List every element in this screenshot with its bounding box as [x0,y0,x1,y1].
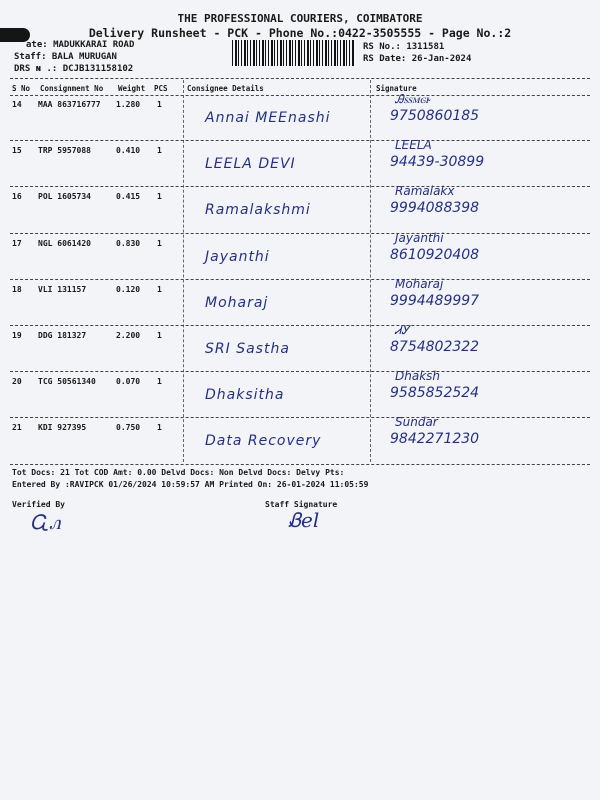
row-sno: 18 [12,284,22,294]
row-consignee-name: Dhaksitha [205,387,285,404]
col-pcs: PCS [154,84,168,93]
row-sno: 21 [12,423,22,433]
row-divider [10,186,590,187]
row-weight: 1.280 [116,100,141,109]
row-sno: 15 [12,146,22,156]
row-consignee-name: Jayanthi [205,248,270,265]
staff-field: Staff: BALA MURUGAN [14,52,117,62]
row-divider [10,464,590,465]
row-weight: 0.750 [116,423,141,433]
row-signature-phone: 9994088398 [390,200,480,217]
row-signature-name: Jayanthi [395,230,444,245]
col-sno: S No [12,84,31,93]
row-sno: 19 [12,331,22,340]
table-row [0,415,600,465]
header-divider-top [10,78,590,79]
row-divider [10,140,590,141]
row-signature-name: LEELA [395,138,432,153]
table-row [0,92,600,142]
row-weight: 2.200 [116,331,141,340]
row-weight: 0.415 [116,192,141,202]
row-sno: 17 [12,238,22,248]
row-signature-name: Ꭿꮪꮪꮇꮆꭸ [395,92,431,106]
row-pcs: 1 [157,377,162,387]
row-weight: 0.120 [116,284,141,294]
row-signature-name: ᏗᎩ [395,323,410,337]
barcode [232,40,354,66]
col-weight: Weight [118,84,146,93]
row-divider [10,371,590,372]
table-row [0,369,600,419]
row-signature-phone: 9842271230 [390,431,480,448]
row-divider [10,233,590,234]
row-consignee-name: LEELA DEVI [205,156,296,173]
row-signature-name: Ramalakx [395,184,455,199]
row-consignee-name: Annai MEEnashi [205,110,331,126]
row-weight: 0.830 [116,238,141,248]
row-pcs: 1 [157,238,162,248]
row-consignment-no: TRP 5957088 [38,146,91,156]
row-signature-name: Dhaksh [395,369,441,384]
row-signature-phone: 9750860185 [390,108,480,124]
row-consignment-no: NGL 6061420 [38,238,91,248]
row-pcs: 1 [157,100,162,109]
row-pcs: 1 [157,284,162,294]
row-divider [10,417,590,418]
row-pcs: 1 [157,192,162,202]
table-row [0,184,600,234]
row-signature-phone: 8610920408 [390,246,480,263]
row-divider [10,279,590,280]
drs-field: DRS ɴ .: DCJB131158102 [14,64,134,74]
row-sno: 16 [12,192,22,202]
row-consignee-name: Data Recovery [205,433,322,450]
row-signature-name: Sundar [395,415,438,430]
row-consignee-name: Ramalakshmi [205,202,311,219]
row-pcs: 1 [157,423,162,433]
table-row [0,276,600,327]
row-sno: 14 [12,100,22,109]
row-divider [10,325,590,326]
row-signature-phone: 8754802322 [390,339,480,355]
table-row [0,323,600,373]
row-consignment-no: POL 1605734 [38,192,91,202]
rs-number: RS No.: 1311581 [363,42,445,52]
row-signature-phone: 94439-30899 [390,154,485,171]
row-consignment-no: TCG 50561340 [38,377,96,387]
col-consignee: Consignee Details [187,84,264,93]
entered-line: Entered By :RAVIPCK 01/26/2024 10:59:57 AM Printed On: 26-01-2024 11:05:59 [12,480,369,489]
row-weight: 0.070 [116,377,141,387]
row-consignment-no: KDI 927395 [38,423,87,433]
row-sno: 20 [12,377,22,387]
row-consignment-no: VLI 131157 [38,284,87,294]
row-consignee-name: Moharaj [205,294,269,311]
col-consignment: Consignment No [40,84,104,93]
rs-date: RS Date: 26-Jan-2024 [363,54,472,64]
row-pcs: 1 [157,331,162,340]
route-field: ate: MADUKKARAI ROAD [26,40,135,50]
row-signature-name: Moharaj [395,276,444,291]
row-signature-phone: 9585852524 [390,385,480,402]
verified-by-label: Verified By [12,500,65,509]
staff-signature: Ᏸel [288,508,320,532]
row-consignee-name: SRI Sastha [205,341,290,357]
row-weight: 0.410 [116,146,141,156]
row-signature-phone: 9994489997 [390,292,480,309]
row-pcs: 1 [157,146,162,156]
row-consignment-no: MAA 863716777 [38,100,101,109]
table-row [0,230,600,281]
verified-signature: Ꮹꮑ [30,510,61,534]
row-consignment-no: DDG 181327 [38,331,87,340]
col-signature: Signature [376,84,417,93]
totals-line: Tot Docs: 21 Tot COD Amt: 0.00 Delvd Docs: Non Delvd Docs: Delvy Pts: [12,468,345,477]
runsheet-subtitle: Delivery Runsheet - PCK - Phone No.:0422-3505555 - Page No.:2 [88,26,512,40]
table-row [0,138,600,188]
staff-signature-label: Staff Signature [265,500,338,509]
company-title: THE PROFESSIONAL COURIERS, COIMBATORE [177,12,423,25]
